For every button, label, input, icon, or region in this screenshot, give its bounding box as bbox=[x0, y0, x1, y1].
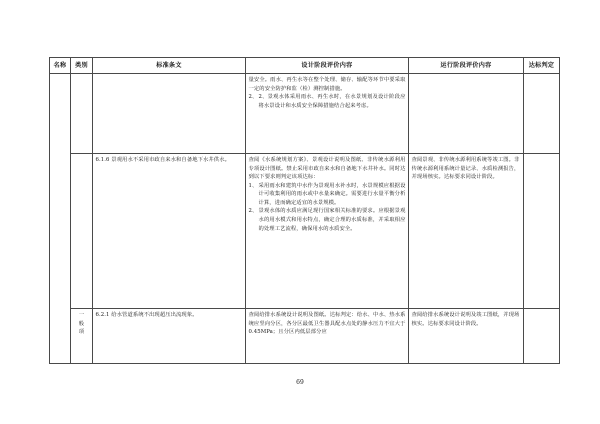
cell-compliance bbox=[524, 154, 560, 309]
cell-name bbox=[50, 74, 71, 364]
column-header-name: 名称 bbox=[50, 58, 71, 74]
column-header-operation-stage: 运行阶段评价内容 bbox=[409, 58, 524, 74]
list-marker: 2、 bbox=[248, 94, 258, 101]
cell-category bbox=[71, 154, 93, 309]
cell-operation-stage bbox=[409, 74, 524, 154]
column-header-design-stage: 设计阶段评价内容 bbox=[246, 58, 409, 74]
column-header-category: 类别 bbox=[71, 58, 93, 74]
cell-category bbox=[71, 74, 93, 154]
cell-clause: 6.1.6 景观用水不采用市政自来水和自备地下水井供水。 bbox=[93, 154, 246, 309]
evaluation-criteria-table bbox=[49, 57, 560, 364]
list-marker: 1、 bbox=[248, 182, 258, 189]
list-item-text: 2、景观水体采用雨水、再生水时，在水景规划及设计阶段应将水景设计和水质安全保障措施结合起来考虑。 bbox=[258, 94, 406, 109]
page-number: 69 bbox=[296, 379, 304, 386]
design-text-continuation: 量安全。雨水、再生水等在整个处理、储存、输配等环节中要采取一定的安全防护和监（检）测控制措施。 bbox=[248, 77, 406, 92]
cell-design-stage bbox=[246, 154, 409, 309]
table-body bbox=[50, 74, 560, 364]
cell-clause bbox=[93, 74, 246, 154]
column-header-clause: 标准条文 bbox=[93, 58, 246, 74]
cell-operation-stage: 查阅景观、非传统水源利用系统等竣工图。非传统水源利用系统计量记录、水质检测报告，并现场核实。达标要求同设计阶段。 bbox=[409, 154, 524, 309]
list-item-text: 采用雨水和建筑中水作为景观用水补水时，水景规模应根据设计可收集利用的雨水或中水量来确定。需要进行水量平衡分析计算，进而确定适宜的水景规模。 bbox=[258, 182, 406, 206]
table-header-row bbox=[50, 58, 560, 74]
table-row bbox=[50, 154, 560, 309]
cell-operation-stage: 查阅给排水系统设计说明及竣工图纸，并现场核实。达标要求同设计阶段。 bbox=[409, 309, 524, 364]
spec-table-container bbox=[49, 57, 559, 364]
design-list-item bbox=[249, 93, 406, 110]
design-list-item bbox=[249, 207, 406, 233]
cell-compliance bbox=[524, 309, 560, 364]
cell-clause: 6.2.1 给水管道系统不出现超压出流现象。 bbox=[93, 309, 246, 364]
category-char: 般 bbox=[78, 320, 85, 327]
column-header-compliance: 达标判定 bbox=[524, 58, 560, 74]
list-item-text: 景观水体的水质应满足现行国家相关标准的要求。应根据景观水的用水模式和用水特点，确定合理的水质标准，并采取相应的处理工艺流程，确保用水的水质安全。 bbox=[258, 208, 406, 232]
design-text: 查阅给排水系统设计说明及图纸。达标判定：给水、中水、热水系统应竖向分区，各分区最低卫生器具配水点处的静水压力不宜大于 0.45MPa；且分区内低层部分应 bbox=[248, 312, 406, 336]
table-row bbox=[50, 309, 560, 364]
category-char: 一 bbox=[78, 312, 85, 318]
cell-design-stage bbox=[246, 309, 409, 364]
list-marker: 2、 bbox=[248, 208, 258, 215]
cell-category bbox=[71, 309, 93, 364]
table-row bbox=[50, 74, 560, 154]
cell-compliance bbox=[524, 74, 560, 154]
table-header bbox=[50, 58, 560, 74]
design-list-item bbox=[249, 182, 406, 208]
category-char: 项 bbox=[78, 329, 85, 336]
design-intro-text: 查阅《水系统规划方案》、景观设计说明及图纸、非传统水源利用专项设计图纸。禁止采用市政自来水和自备地下水井补水。同时达到以下要求则判定该项达标： bbox=[248, 157, 406, 181]
category-vertical-label bbox=[74, 311, 90, 337]
cell-design-stage bbox=[246, 74, 409, 154]
